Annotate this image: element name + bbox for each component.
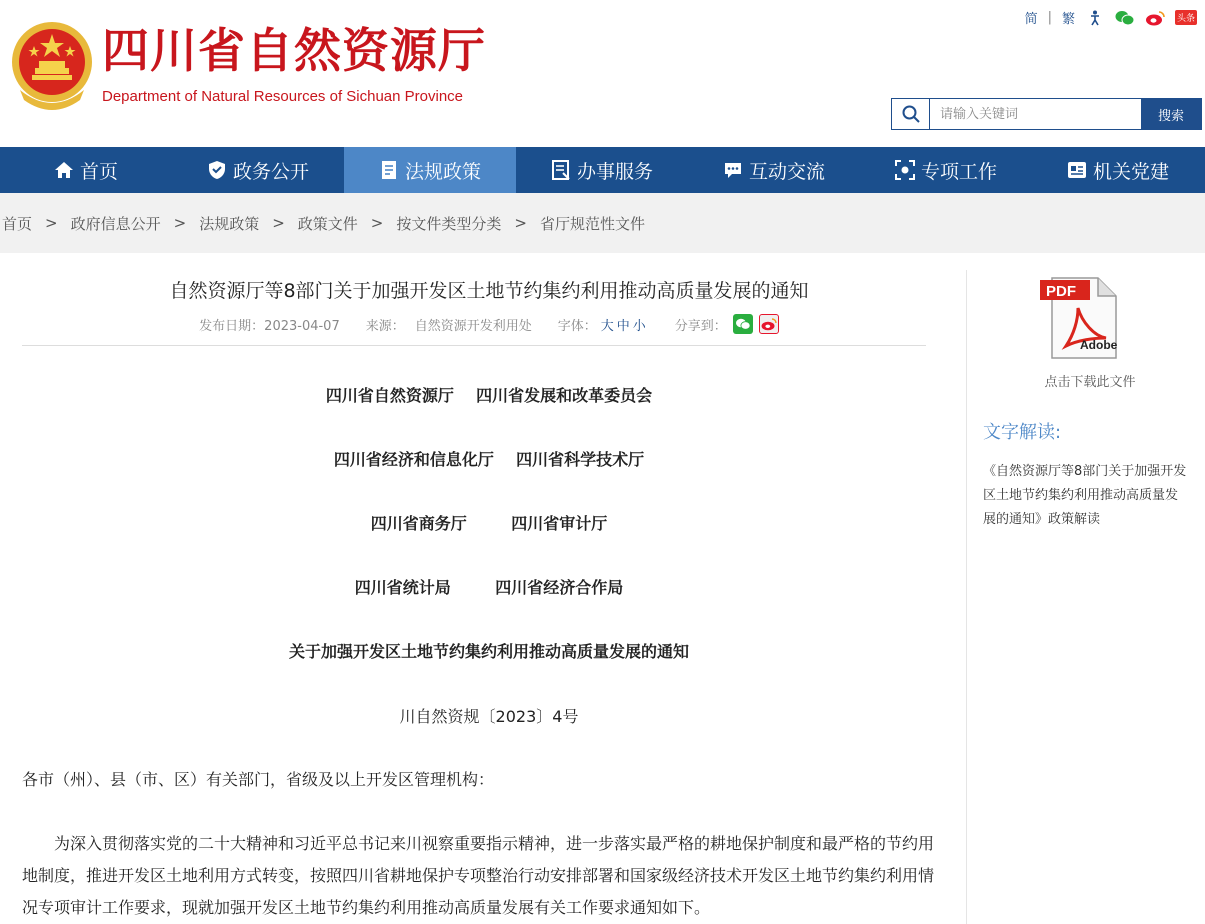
issuer-line: 四川省统计局 四川省经济合作局 (354, 578, 624, 597)
badge-icon (1067, 160, 1087, 180)
share-label: 分享到： (674, 318, 727, 334)
lang-separator: | (1047, 10, 1052, 25)
adobe-brand: Adobe (1080, 338, 1118, 352)
wechat-icon[interactable] (1115, 9, 1135, 27)
breadcrumb (0, 193, 1205, 253)
font-size-options[interactable]: 大中小 (600, 318, 649, 334)
interpretation-link[interactable]: 《自然资源厅等8部门关于加强开发区土地节约集约利用推动高质量发展的通知》政策解读 (983, 464, 1187, 527)
breadcrumb-separator: > (45, 214, 58, 232)
breadcrumb-item-policy-docs[interactable]: 政策文件 (297, 214, 358, 233)
chat-icon (723, 160, 743, 180)
nav-item-label: 办事服务 (576, 160, 653, 183)
toutiao-icon[interactable]: 头条 (1175, 10, 1197, 25)
nav-item-regulations[interactable] (344, 147, 516, 193)
search-input[interactable] (930, 99, 1141, 129)
article-divider (22, 345, 926, 346)
document-subtitle: 关于加强开发区土地节约集约利用推动高质量发展的通知 (288, 642, 689, 661)
article-title: 自然资源厅等8部门关于加强开发区土地节约集约利用推动高质量发展的通知 (169, 280, 809, 302)
top-links (1025, 8, 1197, 27)
nav-item-services[interactable] (516, 147, 688, 193)
breadcrumb-item-regulations[interactable]: 法规政策 (199, 214, 260, 233)
nav-item-label: 机关党建 (1092, 160, 1169, 183)
shield-icon (207, 160, 227, 180)
source-label: 来源： (365, 318, 405, 334)
breadcrumb-separator: > (370, 214, 384, 232)
nav-item-home[interactable] (0, 147, 172, 193)
salutation: 各市（州）、县（市、区）有关部门，省级及以上开发区管理机构： (22, 770, 495, 789)
nav-item-label: 首页 (79, 160, 118, 183)
main-nav (0, 147, 1205, 193)
issuer-line: 四川省商务厅 四川省审计厅 (370, 514, 608, 533)
breadcrumb-separator: > (514, 214, 527, 232)
breadcrumb-separator: > (272, 214, 285, 232)
site-subtitle-en: Department of Natural Resources of Sichuan Province (102, 88, 464, 105)
search-icon[interactable] (892, 99, 930, 129)
document-icon (379, 160, 399, 180)
breadcrumb-item-gov-info[interactable]: 政府信息公开 (70, 214, 161, 233)
search-button[interactable]: 搜索 (1141, 99, 1201, 129)
accessibility-icon[interactable] (1085, 9, 1105, 27)
nav-item-party-building[interactable] (1032, 147, 1204, 193)
nav-item-label: 互动交流 (748, 160, 825, 183)
traditional-chinese-link[interactable]: 繁 (1061, 12, 1075, 27)
download-file-link[interactable]: 点击下载此文件 (1044, 375, 1136, 390)
nav-item-interaction[interactable] (688, 147, 860, 193)
document-number: 川自然资规〔2023〕4号 (399, 707, 579, 726)
share-wechat-icon[interactable] (733, 314, 753, 334)
breadcrumb-item-by-type[interactable]: 按文件类型分类 (396, 214, 502, 233)
font-size-label: 字体： (557, 318, 597, 334)
nav-item-gov-affairs[interactable] (172, 147, 344, 193)
simplified-chinese-link[interactable]: 简 (1024, 12, 1038, 27)
interpretation-heading: 文字解读: (983, 422, 1062, 443)
body-paragraph: 为深入贯彻落实党的二十大精神和习近平总书记来川视察重要指示精神，进一步落实最严格的耕地保护制度和最严格的节约用地制度，推进开发区土地利用方式转变，按照四川省耕地保护专项整治行动安排部署和国家级经济技术开发区土地节约集约利用情况专项审计工作要求，现就加强开发区土地节约集约利用推动高质量发展有关工作要求通知如下。 (22, 834, 935, 917)
weibo-icon[interactable] (1145, 9, 1165, 27)
target-icon (895, 160, 915, 180)
article-meta (22, 314, 956, 334)
share-weibo-icon[interactable] (759, 314, 779, 334)
nav-item-special-work[interactable] (860, 147, 1032, 193)
search-bar (891, 98, 1202, 130)
breadcrumb-item-normative-docs[interactable]: 省厅规范性文件 (539, 214, 645, 233)
nav-item-label: 法规政策 (404, 160, 481, 183)
issuer-line: 四川省经济和信息化厅 四川省科学技术厅 (333, 450, 645, 469)
publish-date: 发布日期：2023-04-07 (199, 318, 340, 334)
site-title: 四川省自然资源厅 (102, 24, 486, 79)
sidebar-divider (966, 270, 967, 924)
breadcrumb-item-home[interactable]: 首页 (2, 214, 33, 233)
source-value: 自然资源开发利用处 (414, 318, 532, 334)
breadcrumb-separator: > (173, 214, 187, 232)
national-emblem-icon (10, 20, 94, 112)
form-icon (551, 160, 571, 180)
issuer-line: 四川省自然资源厅 四川省发展和改革委员会 (325, 386, 653, 405)
pdf-badge: PDF (1046, 283, 1076, 300)
nav-item-label: 政务公开 (232, 160, 309, 183)
nav-item-label: 专项工作 (920, 160, 997, 183)
site-header (0, 0, 1205, 147)
home-icon (54, 160, 74, 180)
